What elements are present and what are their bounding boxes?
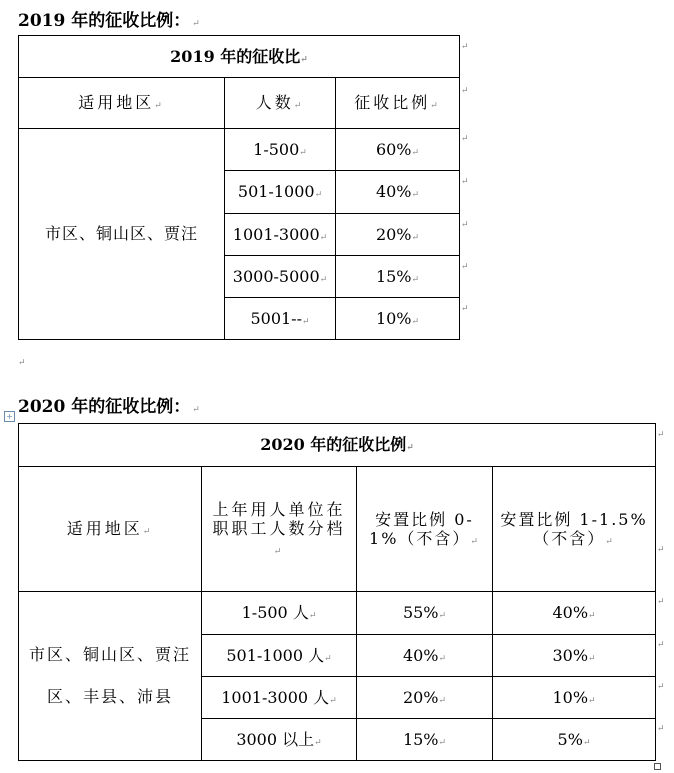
table-2019: [18, 35, 460, 340]
row-end-mark: ↵: [461, 304, 469, 314]
table-row: [19, 592, 656, 635]
table-2019-title: 2019 年的征收比↵: [19, 36, 460, 78]
count-cell: 1001-3000 人↵: [202, 677, 357, 719]
header-ratio-a: 安置比例 0-1%（不含）↵: [357, 467, 493, 592]
row-end-mark: ↵: [461, 177, 469, 187]
count-cell: 1-500 人↵: [202, 592, 357, 635]
count-cell: 1-500↵: [225, 129, 336, 171]
header-count: 人数↵: [225, 78, 336, 129]
row-end-mark: ↵: [461, 42, 469, 52]
row-end-mark: ↵: [657, 640, 665, 650]
ratio-a-cell: 20%↵: [357, 677, 493, 719]
ratio-cell: 15%↵: [336, 256, 460, 298]
table-2020: [18, 423, 656, 761]
ratio-b-cell: 5%↵: [493, 719, 656, 761]
region-cell: 市区、铜山区、贾汪区、丰县、沛县: [19, 592, 202, 761]
ratio-cell: 40%↵: [336, 171, 460, 214]
table-2020-title: 2020 年的征收比例↵: [19, 424, 656, 467]
row-end-mark: ↵: [657, 724, 665, 734]
count-cell: 3000 以上↵: [202, 719, 357, 761]
ratio-cell: 60%↵: [336, 129, 460, 171]
ratio-b-cell: 30%↵: [493, 635, 656, 677]
count-cell: 501-1000↵: [225, 171, 336, 214]
header-region: 适用地区↵: [19, 467, 202, 592]
ratio-a-cell: 40%↵: [357, 635, 493, 677]
count-cell: 3000-5000↵: [225, 256, 336, 298]
paragraph-mark: ↵: [192, 19, 200, 29]
header-staff-count: 上年用人单位在职职工人数分档↵: [202, 467, 357, 592]
ratio-a-cell: 15%↵: [357, 719, 493, 761]
table-resize-handle[interactable]: [654, 763, 661, 770]
row-end-mark: ↵: [461, 86, 469, 96]
row-end-mark: ↵: [657, 545, 665, 555]
header-ratio-b: 安置比例 1-1.5%（不含）↵: [493, 467, 656, 592]
row-end-mark: ↵: [657, 597, 665, 607]
region-cell: 市区、铜山区、贾汪: [19, 129, 225, 340]
count-cell: 5001--↵: [225, 298, 336, 340]
count-cell: 501-1000 人↵: [202, 635, 357, 677]
table-move-handle-icon[interactable]: +: [4, 411, 15, 422]
ratio-cell: 10%↵: [336, 298, 460, 340]
row-end-mark: ↵: [657, 682, 665, 692]
section-2020-heading-text: 2020 年的征收比例：: [18, 397, 191, 417]
ratio-a-cell: 55%↵: [357, 592, 493, 635]
paragraph-mark: ↵: [192, 405, 200, 415]
row-end-mark: ↵: [461, 262, 469, 272]
ratio-b-cell: 40%↵: [493, 592, 656, 635]
section-2019-heading: [18, 6, 200, 31]
count-cell: 1001-3000↵: [225, 214, 336, 256]
ratio-cell: 20%↵: [336, 214, 460, 256]
header-ratio: 征收比例↵: [336, 78, 460, 129]
section-2020-heading: [18, 392, 200, 417]
ratio-b-cell: 10%↵: [493, 677, 656, 719]
row-end-mark: ↵: [657, 430, 665, 440]
section-2019-heading-text: 2019 年的征收比例：: [18, 11, 191, 31]
header-region: 适用地区↵: [19, 78, 225, 129]
row-end-mark: ↵: [461, 220, 469, 230]
table-row: [19, 129, 460, 171]
empty-paragraph-mark: ↵: [18, 358, 26, 368]
row-end-mark: ↵: [461, 134, 469, 144]
